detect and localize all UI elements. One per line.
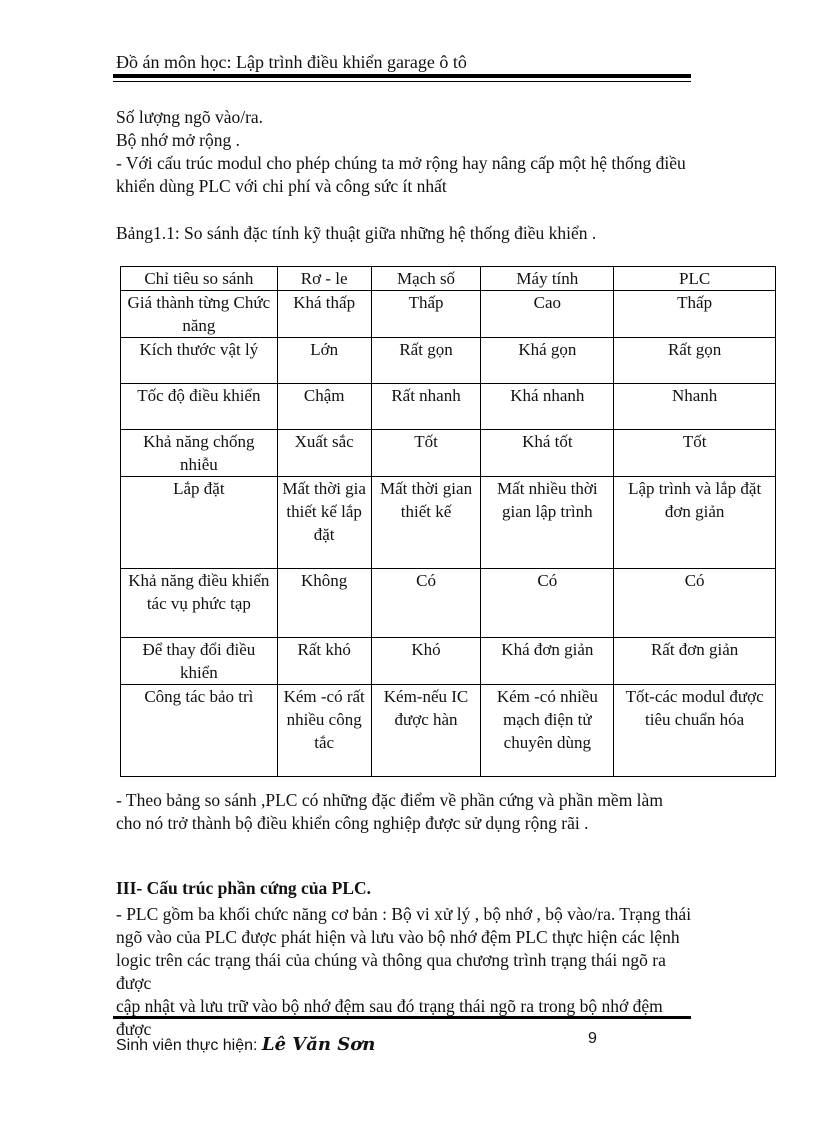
after-table-paragraph [116,789,696,835]
criterion-cell: Khả năng chống nhiễu [121,430,278,477]
table-cell: Tốt-các modul được tiêu chuẩn hóa [614,685,776,777]
table-cell: Rất nhanh [371,384,481,430]
criterion-cell: Khả năng điều khiển tác vụ phức tạp [121,569,278,638]
paragraph-line: - Theo bảng so sánh ,PLC có những đặc điểm về phần cứng và phần mềm làm [116,790,663,810]
criterion-cell: Giá thành từng Chức năng [121,291,278,338]
criterion-cell: Kích thước vật lý [121,338,278,384]
table-cell: Thấp [371,291,481,338]
table-row [121,338,776,384]
paragraph-line: cập nhật và lưu trữ vào bộ nhớ đệm sau đó trạng thái ngõ ra trong bộ nhớ đệm được [116,996,663,1039]
table-cell: Kém -có nhiều mạch điện tử chuyên dùng [481,685,614,777]
table-cell: Kém -có rất nhiều công tắc [277,685,371,777]
table-row [121,685,776,777]
footer-rule [113,1016,691,1019]
table-row [121,638,776,685]
table-row [121,291,776,338]
intro-paragraph [116,106,696,198]
table-cell: Khá đơn giản [481,638,614,685]
table-cell: Rất khó [277,638,371,685]
table-header-cell: Mạch số [371,267,481,291]
footer-author [116,1034,375,1055]
intro-line: Bộ nhớ mở rộng . [116,130,240,150]
table-cell: Tốt [371,430,481,477]
table-cell: Lập trình và lắp đặt đơn giản [614,477,776,569]
paragraph-line: cho nó trở thành bộ điều khiển công nghiệp được sử dụng rộng rãi . [116,813,589,833]
criterion-cell: Để thay đổi điều khiển [121,638,278,685]
paragraph-line: logic trên các trạng thái của chúng và thông qua chương trình trạng thái ngõ ra được [116,950,666,993]
footer-label-text: Sinh viên thực hiện: [116,1037,258,1054]
table-cell: Xuất sắc [277,430,371,477]
intro-line: khiển dùng PLC với chi phí và công sức ít nhất [116,176,447,196]
table-cell: Tốt [614,430,776,477]
section-heading: III- Cấu trúc phần cứng của PLC. [116,878,372,898]
criterion-cell: Lắp đặt [121,477,278,569]
table-cell: Cao [481,291,614,338]
table-cell: Khá tốt [481,430,614,477]
table-row [121,384,776,430]
table-cell: Rất đơn giản [614,638,776,685]
table-cell: Có [481,569,614,638]
table-header-cell: Rơ - le [277,267,371,291]
table-cell: Khá gọn [481,338,614,384]
table-caption: Bảng1.1: So sánh đặc tính kỹ thuật giữa những hệ thống điều khiển . [116,223,597,243]
author-name: Lê Văn Sơn [261,1034,376,1055]
table-cell: Khó [371,638,481,685]
table-row [121,430,776,477]
table-header-cell: PLC [614,267,776,291]
section-paragraph [116,903,696,1041]
header-rule-thick [113,74,691,78]
header-title: Đồ án môn học: Lập trình điều khiển garage ô tô [116,52,467,72]
table-cell: Thấp [614,291,776,338]
table-cell: Có [371,569,481,638]
table-cell: Có [614,569,776,638]
table-header-cell: Chỉ tiêu so sánh [121,267,278,291]
paragraph-line: ngõ vào của PLC được phát hiện và lưu vào bộ nhớ đệm PLC thực hiện các lệnh [116,927,680,947]
table-row [121,477,776,569]
page-number: 9 [588,1030,597,1047]
table-cell: Rất gọn [371,338,481,384]
intro-line: Số lượng ngõ vào/ra. [116,107,264,127]
comparison-table [120,266,776,777]
table-cell: Khá nhanh [481,384,614,430]
table-cell: Chậm [277,384,371,430]
table-cell: Khá thấp [277,291,371,338]
intro-line: - Với cấu trúc modul cho phép chúng ta mở rộng hay nâng cấp một hệ thống điều [116,153,686,173]
criterion-cell: Công tác bảo trì [121,685,278,777]
table-cell: Rất gọn [614,338,776,384]
table-cell: Mất nhiều thời gian lập trình [481,477,614,569]
table-cell: Lớn [277,338,371,384]
table-header-row [121,267,776,291]
table-cell: Nhanh [614,384,776,430]
table-row [121,569,776,638]
table-header-cell: Máy tính [481,267,614,291]
table-cell: Mất thời gia thiết kế lắp đặt [277,477,371,569]
table-cell: Mất thời gian thiết kế [371,477,481,569]
table-cell: Kém-nếu IC được hàn [371,685,481,777]
paragraph-line: - PLC gồm ba khối chức năng cơ bản : Bộ vi xử lý , bộ nhớ , bộ vào/ra. Trạng thái [116,904,692,924]
criterion-cell: Tốc độ điều khiển [121,384,278,430]
table-cell: Không [277,569,371,638]
header-rule-thin [113,81,691,82]
